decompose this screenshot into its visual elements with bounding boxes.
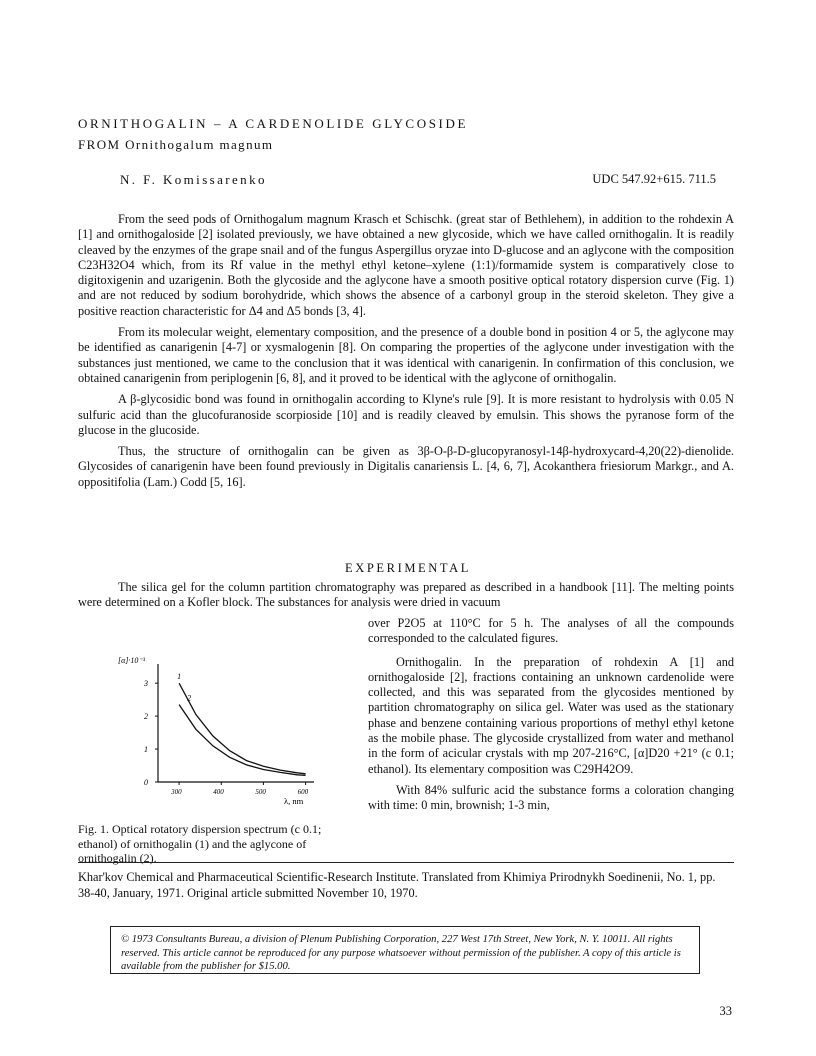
x-tick-label: 600 [297, 788, 309, 796]
right-column [368, 616, 734, 814]
experimental-text-1-cont: over P2O5 at 110°C for 5 h. The analyses of all the compounds corresponded to the calculated figures. [368, 616, 734, 646]
intro-paragraph-3: A β-glycosidic bond was found in ornithogalin according to Klyne's rule [9]. It is more resistant to hydrolysis with 0.05 N sulfuric acid than the glucofuranoside scorpioside [10] and is readily cleaved by emulsin. This shows the pyranose form of the glucose in the glucoside. [78, 392, 734, 437]
y-tick-label: 2 [144, 712, 148, 722]
y-axis-label: [α]·10⁻³ [118, 656, 146, 665]
author-name: N. F. Komissarenko [120, 172, 267, 187]
figure-caption: Fig. 1. Optical rotatory dispersion spectrum (c 0.1; ethanol) of ornithogalin (1) and the aglycone of ornithogalin (2). [78, 822, 322, 866]
x-tick-label: 500 [255, 788, 266, 796]
experimental-paragraph-1 [78, 580, 734, 611]
x-tick-label: 400 [213, 788, 224, 796]
x-tick-label: 300 [171, 788, 182, 796]
intro-paragraph-2: From its molecular weight, elementary composition, and the presence of a double bond in position 4 or 5, the aglycone may be identified as canarigenin [4-7] or xysmalogenin [8]. On comparing the properties of the aglycone under investigation with the substances just mentioned, we came to the conclusion that it was identical with canarigenin. In confirmation of this conclusion, we obtained canarigenin from periplogenin [6, 8], and it proved to be identical with the aglycone of ornithogalin. [78, 325, 734, 385]
experimental-text-1: The silica gel for the column partition chromatography was prepared as described in a handbook [11]. The melting points were determined on a Kofler block. The substances for analysis were dried in vacuum [78, 580, 734, 610]
y-tick-label: 0 [144, 778, 148, 787]
series-line-2 [179, 705, 306, 776]
affiliation-note: Khar'kov Chemical and Pharmaceutical Scientific-Research Institute. Translated from Khimiya Prirodnykh Soedinenii, No. 1, pp. 38-40, January, 1971. Original article submitted November 10, 1970. [78, 870, 716, 900]
article-title: ORNITHOGALIN – A CARDENOLIDE GLYCOSIDE [78, 116, 468, 131]
x-axis-label: λ, nm [284, 796, 304, 806]
y-tick-label: 1 [144, 745, 148, 755]
ord-figure [118, 654, 328, 806]
intro-section [78, 212, 734, 496]
experimental-paragraph-2: Ornithogalin. In the preparation of rohdexin A [1] and ornithogaloside [2], fractions containing an unknown cardenolide were collected, and this was separated from the glycosides mentioned by partition chromatography on silica gel. Water was used as the stationary phase and benzene containing various proportions of methyl ethyl ketone as the mobile phase. The glycoside crystallized from water and methanol in the form of acicular crystals with mp 207-216°C, [α]D20 +21° (c 0.1; ethanol). Its elementary composition was C29H42O9. [368, 654, 734, 776]
footer-rule [78, 862, 734, 863]
page-number: 33 [719, 1004, 732, 1018]
intro-paragraph-4: Thus, the structure of ornithogalin can be given as 3β-O-β-D-glucopyranosyl-14β-hydroxycard-4,20(22)-dienolide. Glycosides of canarigenin have been found previously in Digitalis canariensis L. [4, 6, 7], Acokanthera friesiorum Markgr., and A. oppositifolia (Lam.) Codd [5, 16]. [78, 444, 734, 489]
y-tick-label: 3 [144, 679, 148, 689]
series-label-2: 2 [187, 693, 192, 703]
intro-paragraph-1: From the seed pods of Ornithogalum magnum Krasch et Schischk. (great star of Bethlehem), in addition to the rohdexin A [1] and ornithogaloside [2] isolated previously, we have obtained a new glycoside, which we have called ornithogalin. It is readily cleaved by the enzymes of the grape snail and of the fungus Aspergillus oryzae into D-glucose and an aglycone with the composition C23H32O4 which, from its Rf value in the methyl ethyl ketone–xylene (1:1)/formamide system is comparatively close to digitoxigenin and uzarigenin. Both the glycoside and the aglycone have a smooth positive optical rotatory dispersion curve (Fig. 1) and are not reduced by sodium borohydride, which shows the absence of a carbonyl group in the steroid skeleton. They give a positive reaction characteristic for Δ4 and Δ5 bonds [3, 4]. [78, 212, 734, 318]
ord-chart [118, 654, 328, 806]
experimental-heading: EXPERIMENTAL [344, 561, 472, 575]
series-line-1 [179, 683, 306, 774]
copyright-box: © 1973 Consultants Bureau, a division of Plenum Publishing Corporation, 227 West 17th Street, New York, N. Y. 10011. All rights reserved. This article cannot be reproduced for any purpose whatsoever without permission of the publisher. A copy of this article is available from the publisher for $15.00. [110, 926, 700, 974]
experimental-paragraph-3: With 84% sulfuric acid the substance forms a coloration changing with time: 0 min, brownish; 1-3 min, [368, 782, 734, 813]
series-label-1: 1 [177, 672, 182, 682]
article-subtitle: FROM Ornithogalum magnum [78, 137, 274, 152]
udc-code: UDC 547.92+615. 711.5 [592, 172, 716, 186]
